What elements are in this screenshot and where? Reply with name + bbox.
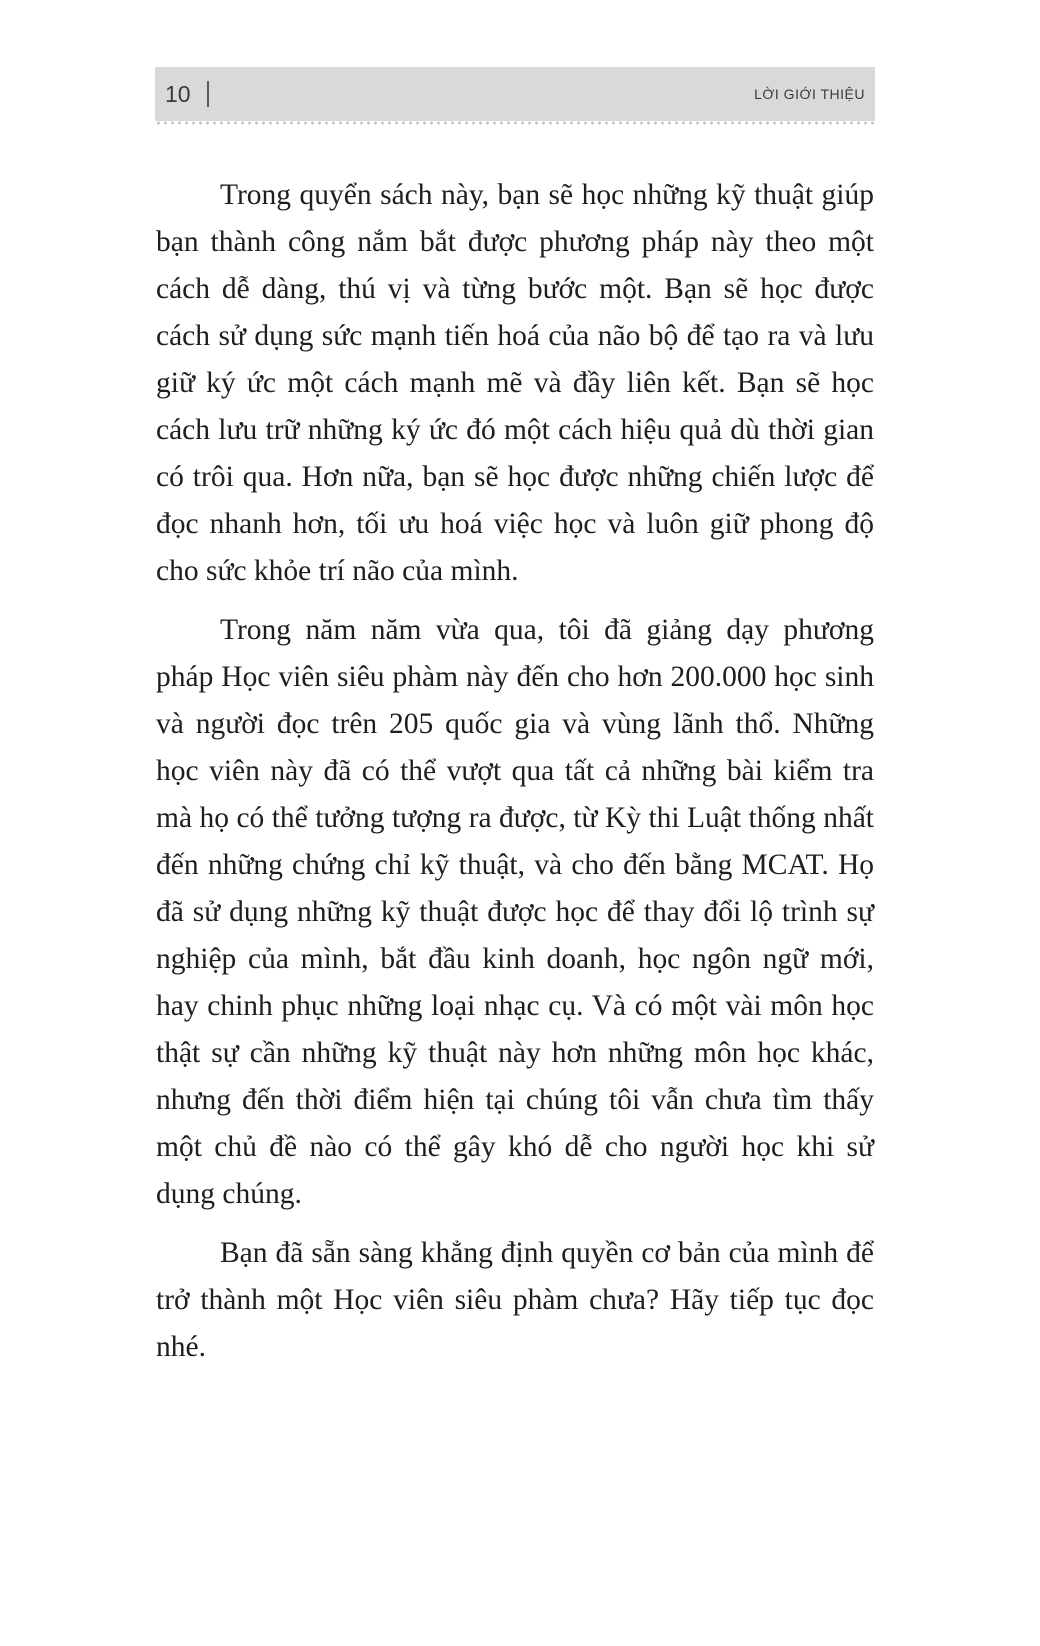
header-divider bbox=[207, 81, 209, 107]
paragraph-2: Trong năm năm vừa qua, tôi đã giảng dạy phương pháp Học viên siêu phàm này đến cho hơn 200.000 học sinh và người đọc trên 205 quốc gia và vùng lãnh thổ. Những học viên này đã có thể vượt qua tất cả những bài kiểm tra mà họ có thể tưởng tượng ra được, từ Kỳ thi Luật thống nhất đến những chứng chỉ kỹ thuật, và cho đến bằng MCAT. Họ đã sử dụng những kỹ thuật được học để thay đổi lộ trình sự nghiệp của mình, bắt đầu kinh doanh, học ngôn ngữ mới, hay chinh phục những loại nhạc cụ. Và có một vài môn học thật sự cần những kỹ thuật này hơn những môn học khác, nhưng đến thời điểm hiện tại chúng tôi vẫn chưa tìm thấy một chủ đề nào có thể gây khó dễ cho người học khi sử dụng chúng. bbox=[156, 614, 874, 1210]
running-head: LỜI GIỚI THIỆU bbox=[754, 86, 865, 102]
paragraph-3: Bạn đã sẵn sàng khẳng định quyền cơ bản của mình để trở thành một Học viên siêu phàm chưa? Hãy tiếp tục đọc nhé. bbox=[156, 1237, 874, 1363]
page-header bbox=[155, 67, 875, 121]
page-number: 10 bbox=[165, 81, 191, 107]
body-text bbox=[156, 172, 874, 1383]
paragraph-1: Trong quyển sách này, bạn sẽ học những kỹ thuật giúp bạn thành công nắm bắt được phương pháp này theo một cách dễ dàng, thú vị và từng bước một. Bạn sẽ học được cách sử dụng sức mạnh tiến hoá của não bộ để tạo ra và lưu giữ ký ức một cách mạnh mẽ và đầy liên kết. Bạn sẽ học cách lưu trữ những ký ức đó một cách hiệu quả dù thời gian có trôi qua. Hơn nữa, bạn sẽ học được những chiến lược để đọc nhanh hơn, tối ưu hoá việc học và luôn giữ phong độ cho sức khỏe trí não của mình. bbox=[156, 179, 874, 587]
